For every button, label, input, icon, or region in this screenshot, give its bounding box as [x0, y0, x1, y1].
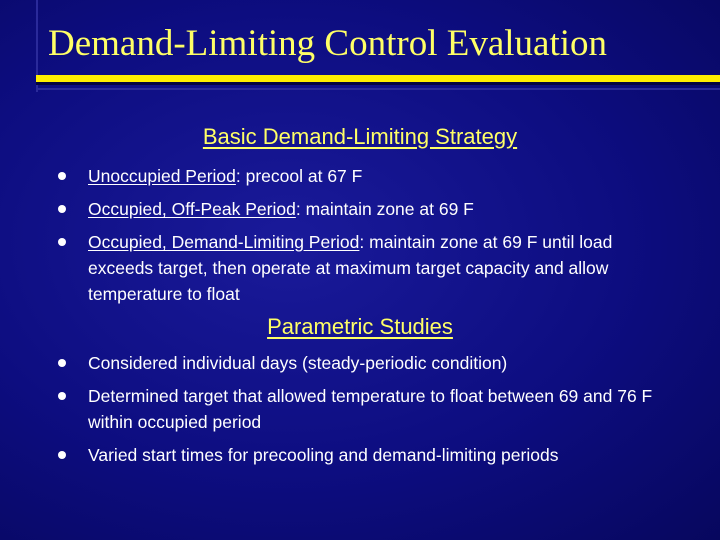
bullet-dot-icon — [58, 238, 66, 246]
bullet-term: Occupied, Off-Peak Period — [88, 199, 296, 219]
section-heading-parametric-text: Parametric Studies — [267, 314, 453, 339]
parametric-bullet — [58, 383, 658, 435]
bullet-text: Considered individual days (steady-periodic condition) — [88, 353, 508, 373]
strategy-bullet — [58, 196, 658, 222]
title-underline-shadow — [36, 82, 720, 85]
bullet-dot-icon — [58, 451, 66, 459]
bullet-text: Determined target that allowed temperature to float between 69 and 76 F within occupied period — [88, 386, 653, 432]
section-heading-parametric — [0, 314, 720, 340]
bullet-term: Unoccupied Period — [88, 166, 236, 186]
strategy-bullet — [58, 229, 658, 307]
bullet-text: : maintain zone at 69 F until load exceeds target, then operate at maximum target capacity and allow temperature to float — [88, 232, 613, 304]
bullet-text: Varied start times for precooling and demand-limiting periods — [88, 445, 559, 465]
bullet-dot-icon — [58, 205, 66, 213]
slide-title: Demand-Limiting Control Evaluation — [48, 23, 608, 64]
parametric-bullet — [58, 350, 658, 376]
parametric-bullet — [58, 442, 658, 468]
title-underline-line — [36, 88, 720, 90]
bullet-text: : precool at 67 F — [235, 166, 363, 186]
bullet-text: : maintain zone at 69 F — [295, 199, 474, 219]
section-heading-strategy — [0, 124, 720, 150]
bullet-term: Occupied, Demand-Limiting Period — [88, 232, 360, 252]
title-underline-bar — [36, 75, 720, 82]
strategy-bullet-list — [58, 163, 658, 314]
bullet-dot-icon — [58, 172, 66, 180]
strategy-bullet — [58, 163, 658, 189]
bullet-dot-icon — [58, 392, 66, 400]
parametric-bullet-list — [58, 350, 658, 475]
bullet-dot-icon — [58, 359, 66, 367]
section-heading-strategy-text: Basic Demand-Limiting Strategy — [202, 124, 518, 149]
